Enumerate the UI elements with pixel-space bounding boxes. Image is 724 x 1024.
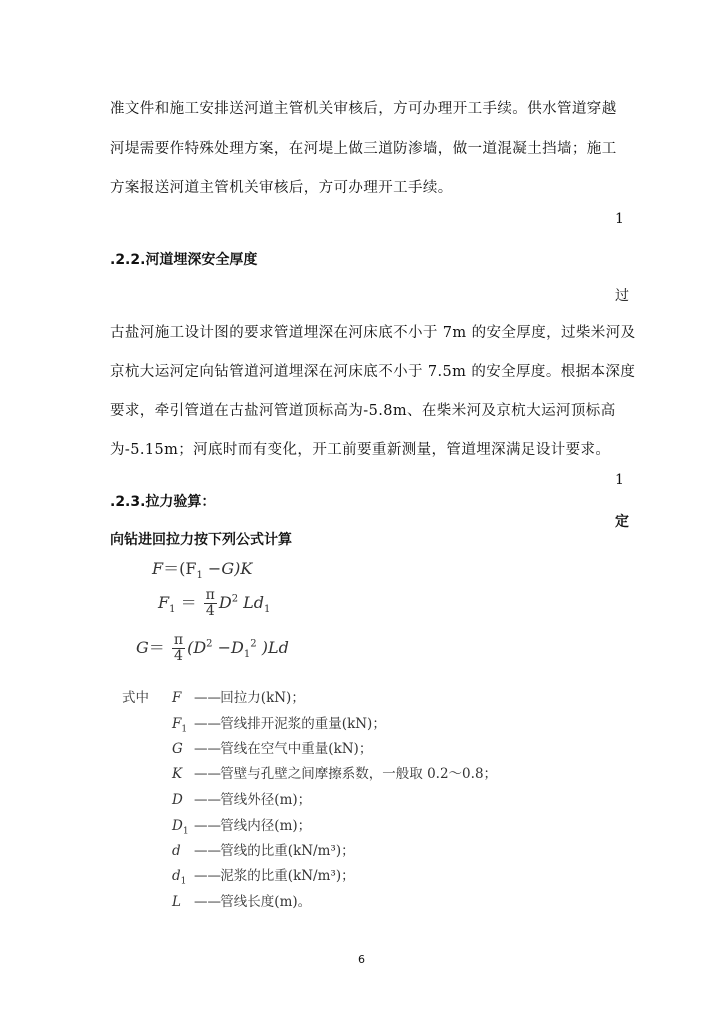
paragraph2-line2: 京杭大运河定向钻管道河道埋深在河床底不小于 7.5m 的安全厚度。根据本深度	[110, 364, 636, 380]
definition-row: F —— 回拉力(kN)；	[172, 690, 305, 706]
definition-row: d —— 管线的比重(kN/m³)；	[172, 843, 355, 859]
formula-buoyancy: $F_1$ ＝ $\frac{\pi}{4}$ $D^2$ $Ld_1$	[158, 587, 271, 619]
fraction-pi-over-4: $\frac{\pi}{4}$	[205, 587, 215, 619]
definition-row: D —— 管线外径(m)；	[172, 792, 312, 808]
section-heading-2-3: .2.3.拉力验算：	[110, 494, 216, 510]
section-heading-2-2: .2.2.河道埋深安全厚度	[110, 252, 258, 268]
formula-heading: 向钻进回拉力按下列公式计算	[110, 532, 292, 548]
definitions-prefix: 式中	[122, 690, 149, 706]
paragraph2-line4: 为-5.15m；河底时而有变化，开工前要重新测量，管道埋深满足设计要求。	[110, 442, 611, 458]
margin-number-1b: 1	[615, 472, 624, 488]
margin-char-guo: 过	[615, 288, 629, 304]
margin-number-1a: 1	[615, 211, 624, 227]
page-number: 6	[358, 953, 365, 966]
definition-row: L —— 管线长度(m)。	[172, 894, 312, 910]
definition-row: $D_1$ —— 管线内径(m)；	[172, 818, 312, 837]
margin-char-ding: 定	[615, 514, 629, 530]
definition-row: $d_1$ —— 泥浆的比重(kN/m³)；	[172, 868, 355, 887]
paragraph1-line3: 方案报送河道主管机关审核后，方可办理开工手续。	[110, 180, 453, 196]
formula-pipe-weight: G＝ $\frac{\pi}{4}$ ($D^2 -D_1^2$ )Ld	[136, 632, 289, 664]
definition-row: G —— 管线在空气中重量(kN)；	[172, 741, 373, 757]
paragraph1-line1: 准文件和施工安排送河道主管机关审核后，方可办理开工手续。供水管道穿越	[110, 101, 617, 117]
formula-pull-force: $F=(F_1 -G)K$	[152, 559, 253, 582]
fraction-pi-over-4: $\frac{\pi}{4}$	[173, 632, 184, 664]
definition-row: $F_1$ —— 管线排开泥浆的重量(kN)；	[172, 716, 386, 735]
paragraph2-line1: 古盐河施工设计图的要求管道埋深在河床底不小于 7m 的安全厚度，过柴米河及	[110, 325, 636, 341]
paragraph2-line3: 要求，牵引管道在古盐河管道顶标高为-5.8m、在柴米河及京杭大运河顶标高	[110, 403, 616, 419]
definition-row: K —— 管壁与孔壁之间摩擦系数，一般取 0.2～0.8；	[172, 766, 498, 782]
paragraph1-line2: 河堤需要作特殊处理方案，在河堤上做三道防渗墙，做一道混凝土挡墙；施工	[110, 141, 617, 157]
